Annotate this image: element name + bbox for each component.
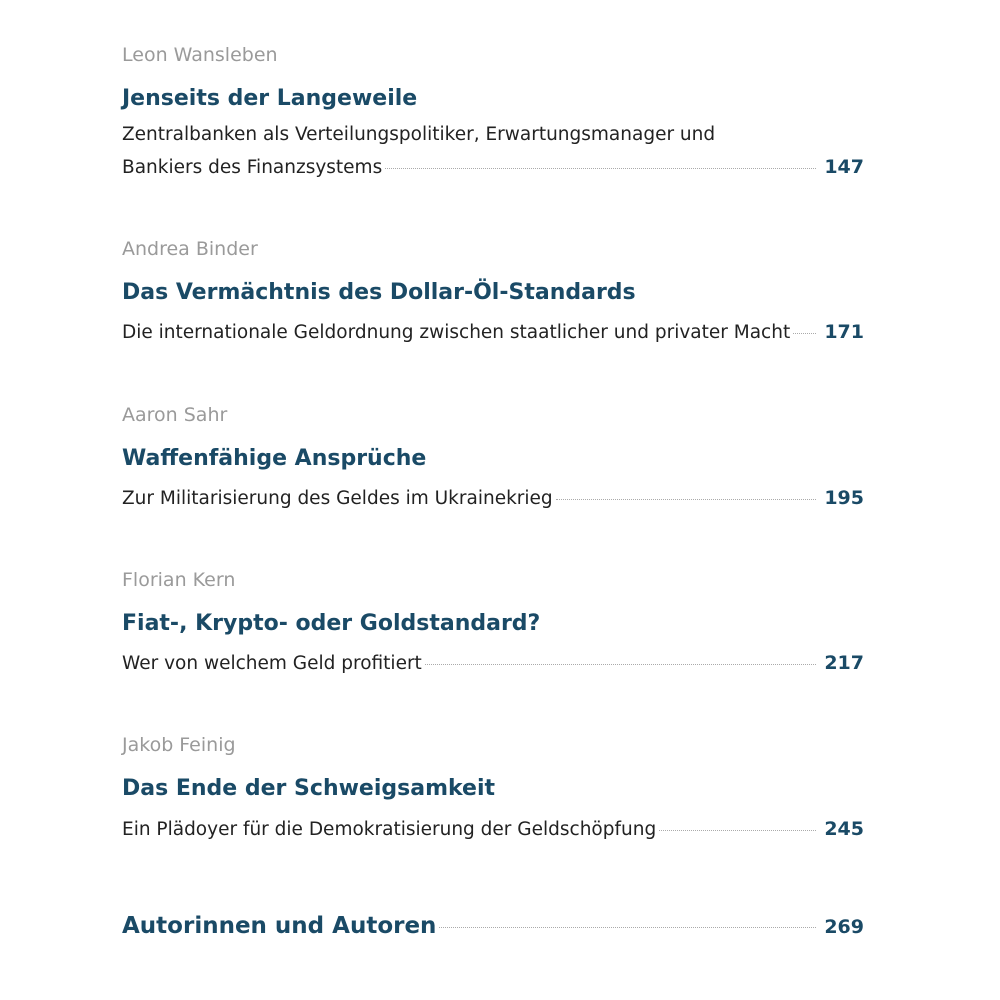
author-name: Aaron Sahr [122,404,228,426]
chapter-subtitle: Wer von welchem Geld profitiert [122,653,422,674]
chapter-subtitle-row [122,651,864,676]
page-number[interactable]: 147 [824,156,864,178]
page-number[interactable]: 217 [824,652,864,674]
chapter-subtitle: Bankiers des Finanzsystems [122,157,383,178]
author-name: Jakob Feinig [122,734,236,756]
chapter-subtitle: Ein Plädoyer für die Demokratisierung der Geldschöpfung [122,819,657,840]
dot-leader [385,168,816,169]
chapter-title[interactable]: Fiat-, Krypto- oder Goldstandard? [122,611,541,636]
chapter-subtitle: Die internationale Geldordnung zwischen staatlicher und privater Macht [122,322,791,343]
chapter-subtitle-row [122,320,864,345]
page-number[interactable]: 195 [824,487,864,509]
page-number[interactable]: 171 [824,321,864,343]
dot-leader [793,333,816,334]
toc-entry-authors [122,911,864,942]
dot-leader [556,499,817,500]
chapter-subtitle-row [122,817,864,842]
author-name: Andrea Binder [122,238,258,260]
chapter-title[interactable]: Das Vermächtnis des Dollar-Öl-Standards [122,280,636,305]
dot-leader [659,830,816,831]
author-name: Leon Wansleben [122,44,278,66]
page-number[interactable]: 269 [824,916,864,938]
chapter-title[interactable]: Jenseits der Langeweile [122,86,418,111]
chapter-subtitle: Zentralbanken als Verteilungspolitiker, Erwartungsmanager und [122,124,716,145]
dot-leader [439,927,816,928]
chapter-title[interactable]: Das Ende der Schweigsamkeit [122,776,496,801]
chapter-title[interactable]: Waffenfähige Ansprüche [122,446,427,471]
chapter-subtitle-row [122,155,864,180]
chapter-subtitle: Zur Militarisierung des Geldes im Ukrainekrieg [122,488,553,509]
dot-leader [425,664,817,665]
author-name: Florian Kern [122,569,236,591]
chapter-title[interactable]: Autorinnen und Autoren [122,913,437,939]
page-number[interactable]: 245 [824,818,864,840]
chapter-subtitle-row [122,486,864,511]
